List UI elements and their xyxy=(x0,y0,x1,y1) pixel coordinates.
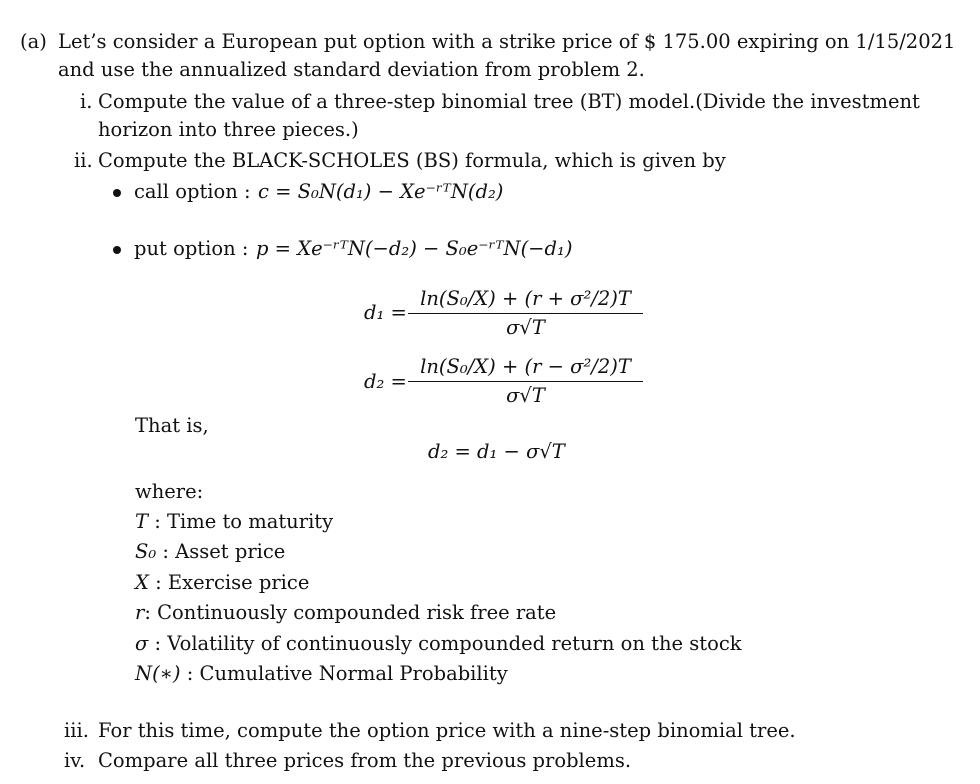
d2-lhs: d₂ = xyxy=(364,370,407,393)
definition-symbol: r xyxy=(135,601,145,624)
definition-text: : Continuously compounded risk free rate xyxy=(144,601,557,624)
definition-row xyxy=(135,601,556,624)
item-iii-label: iii. xyxy=(64,719,89,742)
definition-text: : Asset price xyxy=(162,540,286,563)
d1-fraction xyxy=(408,287,643,339)
definition-text: : Exercise price xyxy=(155,571,310,594)
d1-lhs: d₁ = xyxy=(364,301,407,324)
d1-fraction-bar xyxy=(408,313,643,314)
call-option-formula: c = S₀N(d₁) − Xe⁻ʳᵀN(d₂) xyxy=(258,180,504,203)
d2-numerator: ln(S₀/X) + (r − σ²/2)T xyxy=(420,355,631,378)
definition-row xyxy=(135,632,742,655)
item-ii-text: Compute the BLACK-SCHOLES (BS) formula, which is given by xyxy=(98,149,726,172)
part-a-label: (a) xyxy=(20,30,47,53)
d2-fraction xyxy=(408,355,643,407)
definition-symbol: X xyxy=(135,571,149,594)
definition-text: : Time to maturity xyxy=(154,510,334,533)
call-option-label: call option : xyxy=(134,180,251,203)
item-iv-label: iv. xyxy=(64,749,86,772)
part-a-line-2: and use the annualized standard deviation from problem 2. xyxy=(58,58,645,81)
definition-symbol: σ xyxy=(135,632,149,655)
bullet-put xyxy=(113,246,121,254)
definition-row xyxy=(135,540,285,563)
item-i-line-2: horizon into three pieces.) xyxy=(98,118,359,141)
part-a-line-1: Let’s consider a European put option with a strike price of $ 175.00 expiring on 1/15/2021 xyxy=(58,30,956,53)
definition-symbol: T xyxy=(135,510,149,533)
bullet-call xyxy=(113,189,121,197)
item-i-line-1: Compute the value of a three-step binomial tree (BT) model.(Divide the investment xyxy=(98,90,920,113)
definition-symbol: N(∗) xyxy=(135,662,181,685)
item-iii-text: For this time, compute the option price with a nine-step binomial tree. xyxy=(98,719,796,742)
item-ii-label: ii. xyxy=(74,149,93,172)
put-option-formula: p = Xe⁻ʳᵀN(−d₂) − S₀e⁻ʳᵀN(−d₁) xyxy=(256,237,573,260)
definition-text: : Volatility of continuously compounded return on the stock xyxy=(154,632,742,655)
d2-fraction-bar xyxy=(408,381,643,382)
definition-symbol: S₀ xyxy=(135,540,157,563)
definition-row xyxy=(135,662,508,685)
item-i-label: i. xyxy=(80,90,93,113)
where-label: where: xyxy=(135,480,204,503)
item-iv-text: Compare all three prices from the previous problems. xyxy=(98,749,632,772)
definition-text: : Cumulative Normal Probability xyxy=(186,662,508,685)
put-option-label: put option : xyxy=(134,237,249,260)
d1-denominator: σ√T xyxy=(506,316,545,339)
that-is-label: That is, xyxy=(135,414,209,437)
d2-denominator: σ√T xyxy=(506,384,545,407)
definition-row xyxy=(135,571,309,594)
that-is-formula: d₂ = d₁ − σ√T xyxy=(428,440,565,463)
d1-numerator: ln(S₀/X) + (r + σ²/2)T xyxy=(420,287,631,310)
definition-row xyxy=(135,510,333,533)
